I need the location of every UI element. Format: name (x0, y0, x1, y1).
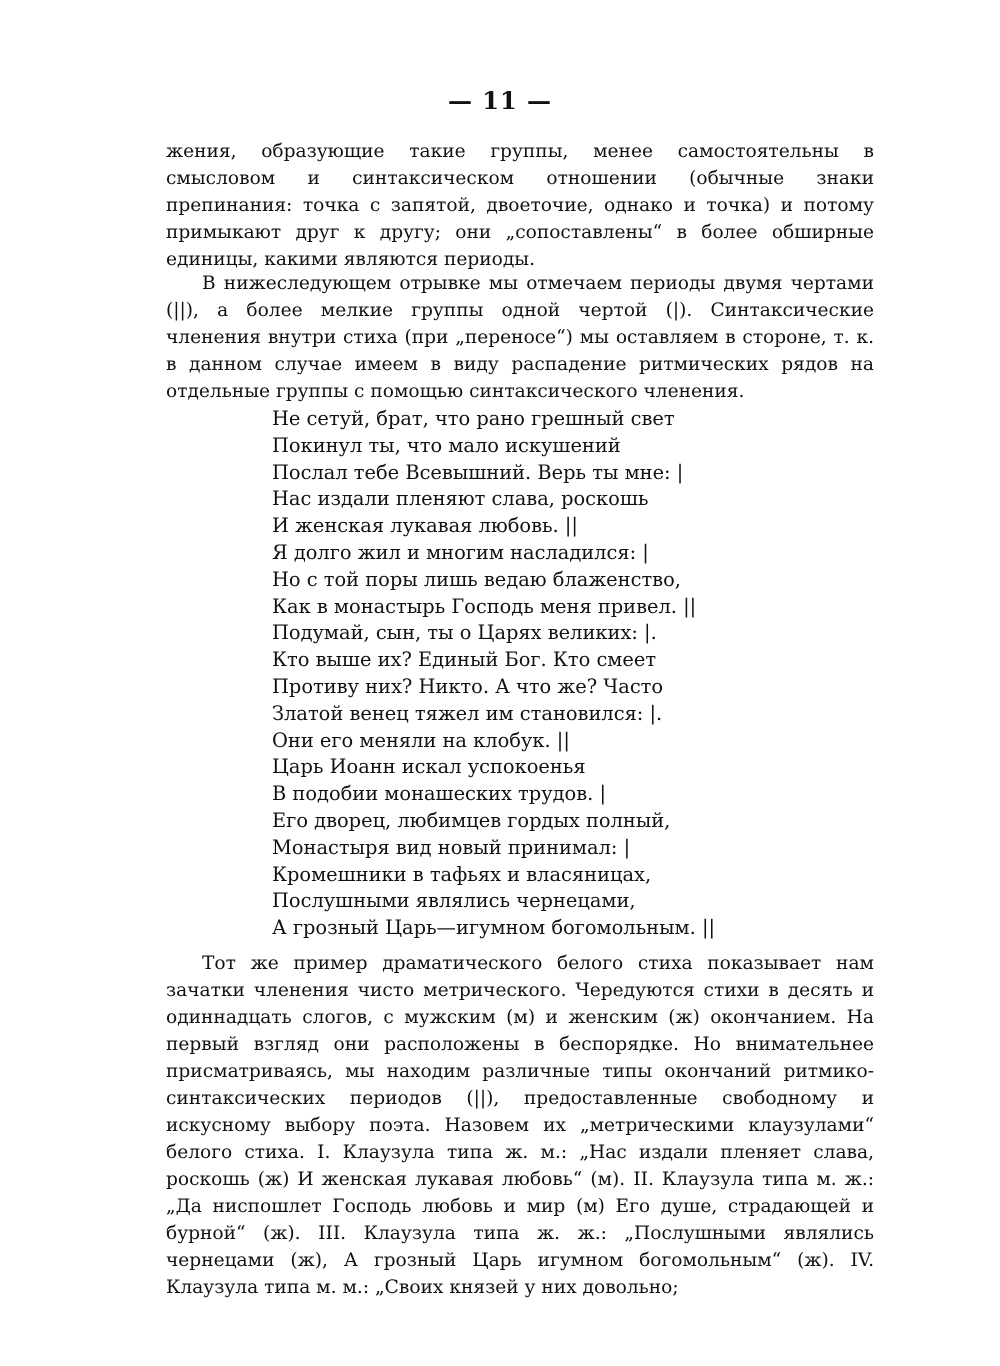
verse-line: И женская лукавая любовь. || (272, 514, 578, 538)
paragraph-2-text: В нижеследующем отрывке мы отмечаем периоды двумя чертами (||), а более мелкие группы одной чертой (|). Синтаксические членения внутри стиха (при „переносе“) мы оставляем в стороне, т. к. в данном случае имеем в виду распадение ритмических рядов на отдельные группы с помощью синтаксического членения. (166, 273, 874, 402)
verse-line: Но с той поры лишь ведаю блаженство, (272, 567, 681, 591)
verse-line: Не сетуй, брат, что рано грешный свет (272, 407, 675, 430)
verse-line: Противу них? Никто. А что же? Часто (272, 674, 664, 698)
verse-line: Его дворец, любимцев гордых полный, (272, 808, 671, 832)
verse-excerpt (272, 406, 792, 942)
verse-line: Кромешники в тафьях и власяницах, (272, 862, 652, 886)
verse-line: Покинул ты, что мало искушений (272, 433, 621, 457)
paragraph-3 (166, 950, 874, 1301)
verse-line: Я долго жил и многим насладился: | (272, 540, 649, 564)
verse-line: Царь Иоанн искал успокоенья (272, 755, 586, 779)
paragraph-2 (166, 270, 874, 405)
page-number: — 11 — (447, 86, 553, 115)
verse-line: Подумай, сын, ты о Царях великих: |. (272, 621, 657, 645)
verse-line: Как в монастырь Господь меня привел. || (272, 594, 697, 618)
verse-line: Монастыря вид новый принимал: | (272, 835, 631, 859)
verse-line: Нас издали пленяют слава, роскошь (272, 487, 649, 511)
verse-line: Кто выше их? Единый Бог. Кто смеет (272, 648, 657, 672)
paragraph-3-text: Тот же пример драматического белого стиха показывает нам зачатки членения чисто метрического. Чередуются стихи в десять и одиннадцать слогов, с мужским (м) и женским (ж) окончанием. На первый взгляд они расположены в беспорядке. Но внимательнее присматриваясь, мы находим различные типы окончаний ритмико-синтаксических периодов (||), предоставленные свободному и искусному выбору поэта. Назовем их „метрическими клаузулами“ белого стиха. I. Клаузула типа ж. м.: „Нас издали пленяет слава, роскошь (ж) И женская лукавая любовь“ (м). II. Клаузула типа м. ж.: „Да ниспошлет Господь любовь и мир (м) Его душе, страдающей и бурной“ (ж). III. Клаузула типа ж. ж.: „Послушными являлись чернецами (ж), А грозный Царь игумном богомольным“ (ж). IV. Клаузула типа м. м.: „Своих князей у них довольно; (166, 953, 874, 1298)
verse-line: Послал тебе Всевышний. Верь ты мне: | (272, 460, 684, 484)
paragraph-1 (166, 138, 874, 273)
paragraph-1-text: жения, образующие такие группы, менее самостоятельны в смысловом и синтаксическом отношении (обычные знаки препинания: точка с запятой, двоеточие, однако и точка) и потому примыкают друг к другу; они „сопоставлены“ в более обширные единицы, какими являются периоды. (166, 141, 874, 270)
verse-line: Послушными являлись чернецами, (272, 889, 636, 913)
verse-line: Они его меняли на клобук. || (272, 728, 570, 752)
verse-line: В подобии монашеских трудов. | (272, 782, 606, 806)
verse-line: А грозный Царь—игумном богомольным. || (272, 916, 716, 940)
verse-line: Златой венец тяжел им становился: |. (272, 701, 663, 725)
